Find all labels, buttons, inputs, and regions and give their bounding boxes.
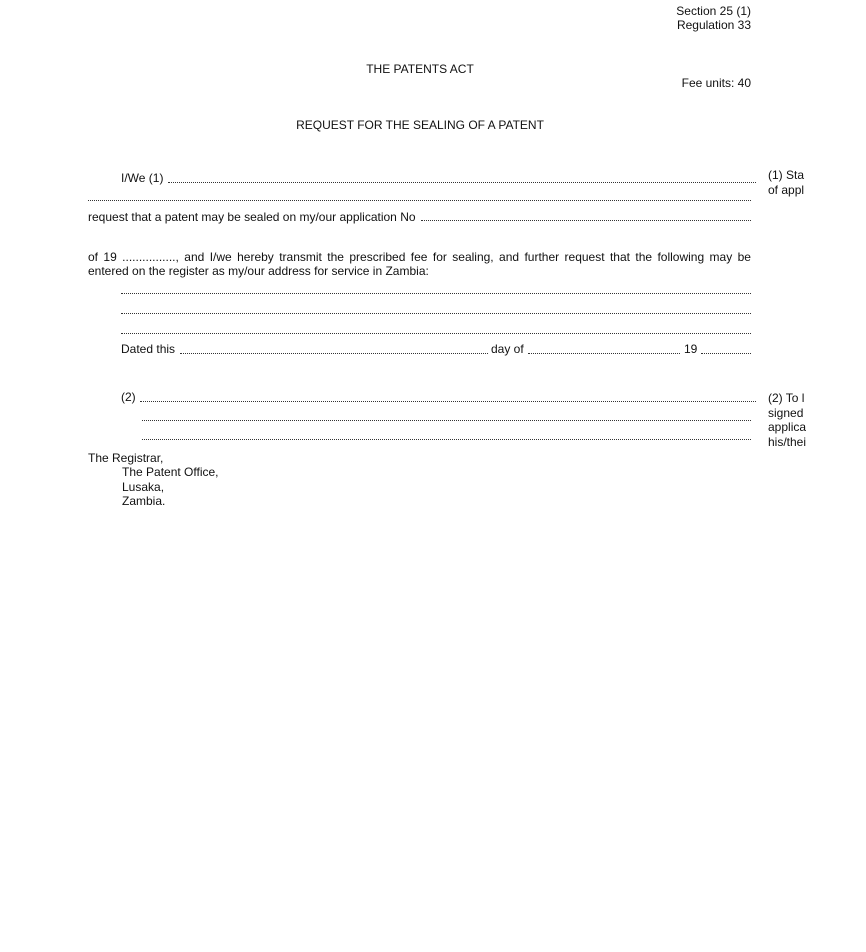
- margin-note-1-line-1: (1) Sta: [768, 168, 805, 182]
- application-number-field[interactable]: [421, 219, 751, 221]
- act-title: THE PATENTS ACT: [366, 62, 474, 76]
- margin-note-2-line-1: (2) To l: [768, 391, 805, 405]
- section-reference: Section 25 (1): [676, 4, 751, 18]
- iwe-label: I/We (1): [121, 171, 164, 185]
- signature-marker: (2): [121, 390, 136, 404]
- fee-units: Fee units: 40: [681, 76, 751, 90]
- margin-note-2-line-2: signed: [768, 405, 804, 420]
- transmit-paragraph: [88, 250, 751, 278]
- applicant-name-field[interactable]: [168, 181, 756, 183]
- addressee-line-4: Zambia.: [122, 494, 166, 508]
- margin-note-1: [768, 168, 806, 197]
- request-text: request that a patent may be sealed on my/our application No: [88, 210, 416, 224]
- day-of-label: day of: [491, 342, 524, 356]
- margin-note-2-line-4: his/thei: [768, 434, 806, 449]
- margin-note-1-line-2: of appl: [768, 182, 805, 197]
- addressee-line-3: Lusaka,: [122, 480, 165, 494]
- applicant-name-field-continued[interactable]: [88, 199, 751, 201]
- address-line-3[interactable]: [121, 332, 751, 334]
- form-title: REQUEST FOR THE SEALING OF A PATENT: [296, 118, 544, 132]
- year-label: 19: [684, 342, 698, 356]
- dated-day-field[interactable]: [180, 352, 488, 354]
- margin-note-2: [768, 391, 806, 449]
- year-field[interactable]: ................,: [122, 250, 179, 264]
- address-line-2[interactable]: [121, 312, 751, 314]
- addressee-line-2: The Patent Office,: [122, 465, 219, 479]
- margin-note-2-line-3: applica: [768, 420, 806, 434]
- regulation-reference: Regulation 33: [676, 18, 751, 32]
- signature-line-1[interactable]: [140, 400, 756, 402]
- address-line-1[interactable]: [121, 292, 751, 294]
- addressee-line-1: The Registrar,: [88, 451, 164, 465]
- signature-line-2[interactable]: [142, 419, 751, 421]
- of-year-prefix: of 19: [88, 250, 117, 264]
- transmit-text: and I/we hereby transmit the prescribed fee for sealing, and further request that the following may be entered on the register as my/our address for service in Zambia:: [88, 250, 751, 278]
- dated-year-field[interactable]: [701, 352, 751, 354]
- signature-line-3[interactable]: [142, 438, 751, 440]
- dated-label: Dated this: [121, 342, 176, 356]
- dated-month-field[interactable]: [528, 352, 680, 354]
